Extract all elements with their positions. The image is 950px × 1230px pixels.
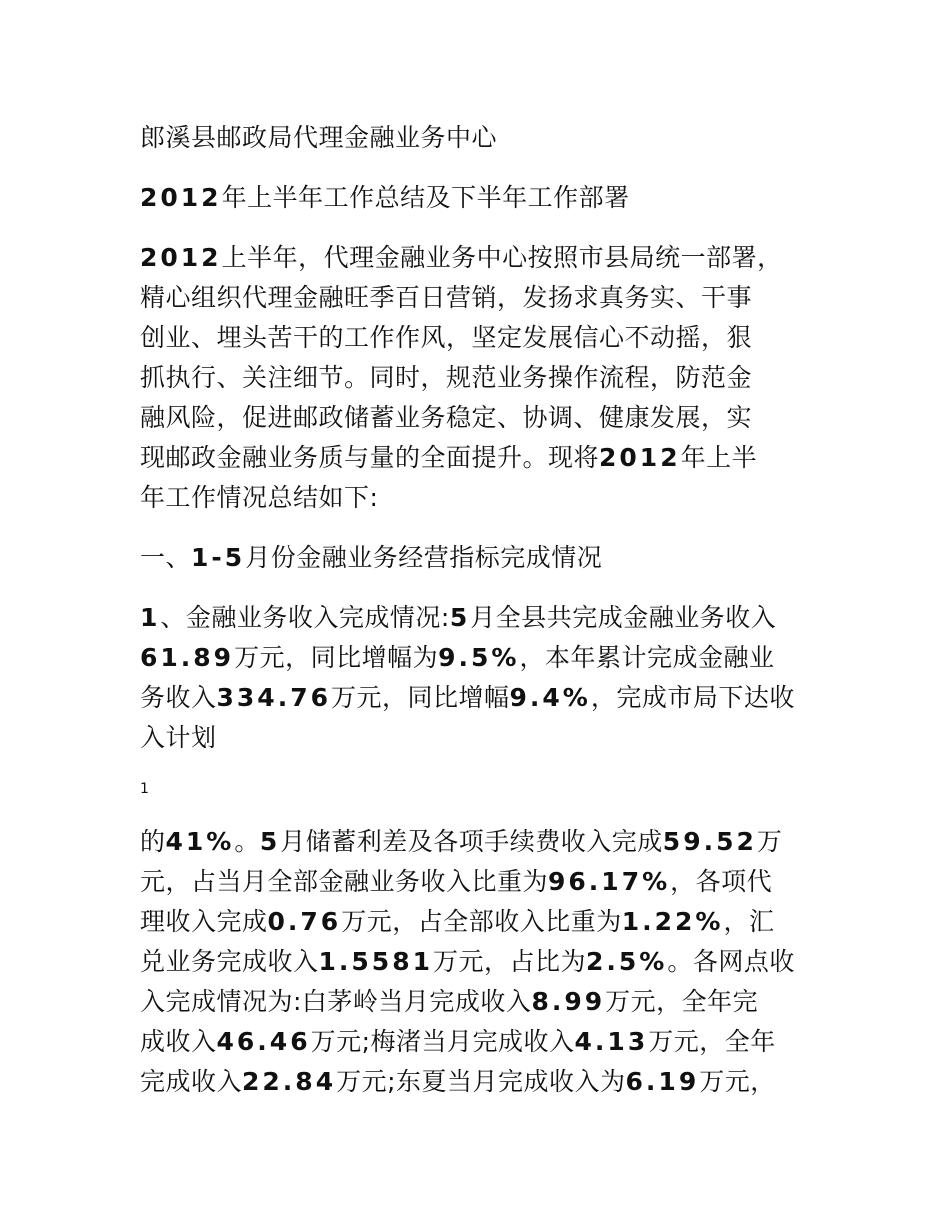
item-line: 61.89万元，同比增幅为9.5%，本年累计完成金融业	[140, 643, 775, 672]
cont-line: 理收入完成0.76万元，占全部收入比重为1.22%，汇	[140, 907, 775, 936]
intro-line: 精心组织代理金融旺季百日营销，发扬求真务实、干事	[140, 283, 753, 312]
cont-line: 元，占当月全部金融业务收入比重为96.17%，各项代	[140, 867, 773, 896]
item-line: 1、金融业务收入完成情况:5月全县共完成金融业务收入	[140, 603, 777, 632]
item-line: 务收入334.76万元，同比增幅9.4%，完成市局下达收	[140, 683, 795, 712]
intro-line: 2012上半年，代理金融业务中心按照市县局统一部署，	[140, 243, 783, 272]
intro-line: 融风险，促进邮政储蓄业务稳定、协调、健康发展，实	[140, 403, 753, 432]
document-subtitle: 2012年上半年工作总结及下半年工作部署	[140, 183, 630, 212]
document-title: 郎溪县邮政局代理金融业务中心	[140, 123, 498, 152]
intro-line: 年工作情况总结如下:	[140, 483, 379, 512]
intro-line: 现邮政金融业务质与量的全面提升。现将2012年上半	[140, 443, 758, 472]
item-line: 入计划	[140, 723, 217, 752]
cont-line: 的41%。5月储蓄利差及各项手续费收入完成59.52万	[140, 827, 783, 856]
page-number: 1	[140, 781, 149, 797]
cont-line: 入完成情况为:白茅岭当月完成收入8.99万元，全年完	[140, 987, 759, 1016]
intro-line: 抓执行、关注细节。同时，规范业务操作流程，防范金	[140, 363, 753, 392]
section-heading: 一、1-5月份金融业务经营指标完成情况	[140, 543, 603, 572]
cont-line: 成收入46.46万元;梅渚当月完成收入4.13万元，全年	[140, 1027, 776, 1056]
intro-line: 创业、埋头苦干的工作作风，坚定发展信心不动摇，狠	[140, 323, 753, 352]
cont-line: 兑业务完成收入1.5581万元，占比为2.5%。各网点收	[140, 947, 795, 976]
cont-line: 完成收入22.84万元;东夏当月完成收入为6.19万元，	[140, 1067, 776, 1096]
